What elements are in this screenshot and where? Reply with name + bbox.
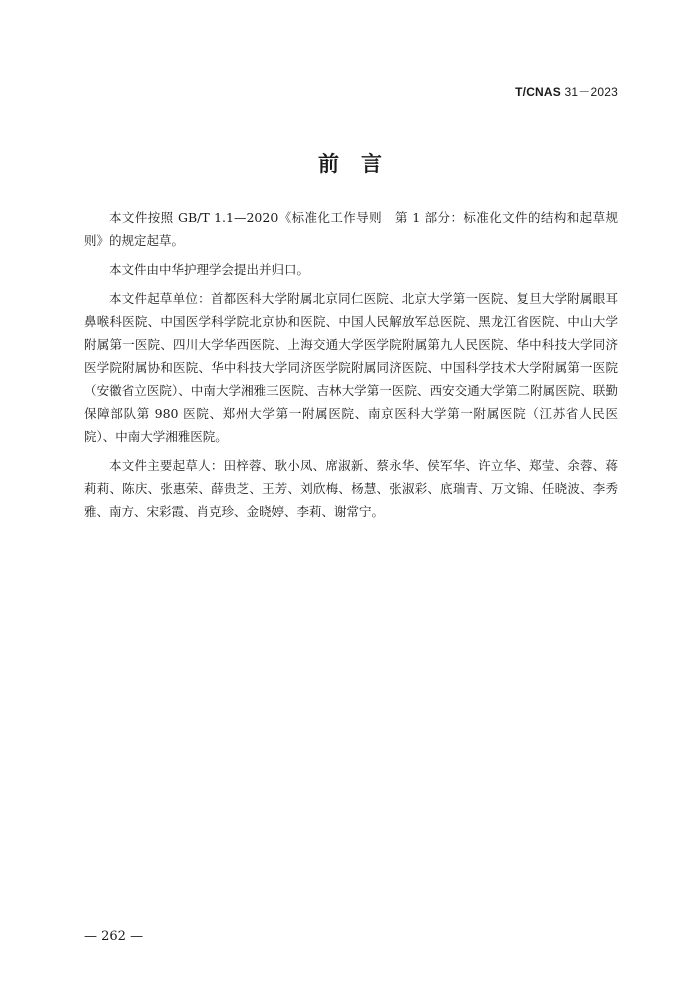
standard-number: 31－2023 — [564, 85, 618, 99]
paragraph-drafting-rules: 本文件按照 GB/T 1.1—2020《标准化工作导则 第 1 部分：标准化文件的结构和起草规则》的规定起草。 — [84, 210, 618, 248]
standard-code — [515, 83, 618, 100]
standard-prefix: T/CNAS — [515, 85, 561, 99]
paragraph-drafting-units: 本文件起草单位：首都医科大学附属北京同仁医院、北京大学第一医院、复旦大学附属眼耳鼻喉科医院、中国医学科学院北京协和医院、中国人民解放军总医院、黑龙江省医院、中山大学附属第一医院、四川大学华西医院、上海交通大学医学院附属第九人民医院、华中科技大学同济医学院附属协和医院、华中科技大学同济医学院附属同济医院、中国科学技术大学附属第一医院（安徽省立医院）、中南大学湘雅三医院、吉林大学第一医院、西安交通大学第二附属医院、联勤保障部队第 980 医院、郑州大学第一附属医院、南京医科大学第一附属医院（江苏省人民医院）、中南大学湘雅医院。 — [84, 291, 618, 444]
page-title: 前言 — [318, 152, 404, 176]
page-number: — 262 — — [84, 929, 144, 944]
paragraph-drafters: 本文件主要起草人：田梓蓉、耿小凤、席淑新、蔡永华、侯军华、许立华、郑莹、余蓉、蒋莉莉、陈庆、张惠荣、薛贵芝、王芳、刘欣梅、杨慧、张淑彩、底瑞青、万文锦、任晓波、李秀雅、南方、宋彩霞、肖克珍、金晓婷、李莉、谢常宁。 — [84, 458, 618, 519]
paragraph-proposer: 本文件由中华护理学会提出并归口。 — [109, 262, 310, 277]
document-body — [84, 206, 618, 529]
